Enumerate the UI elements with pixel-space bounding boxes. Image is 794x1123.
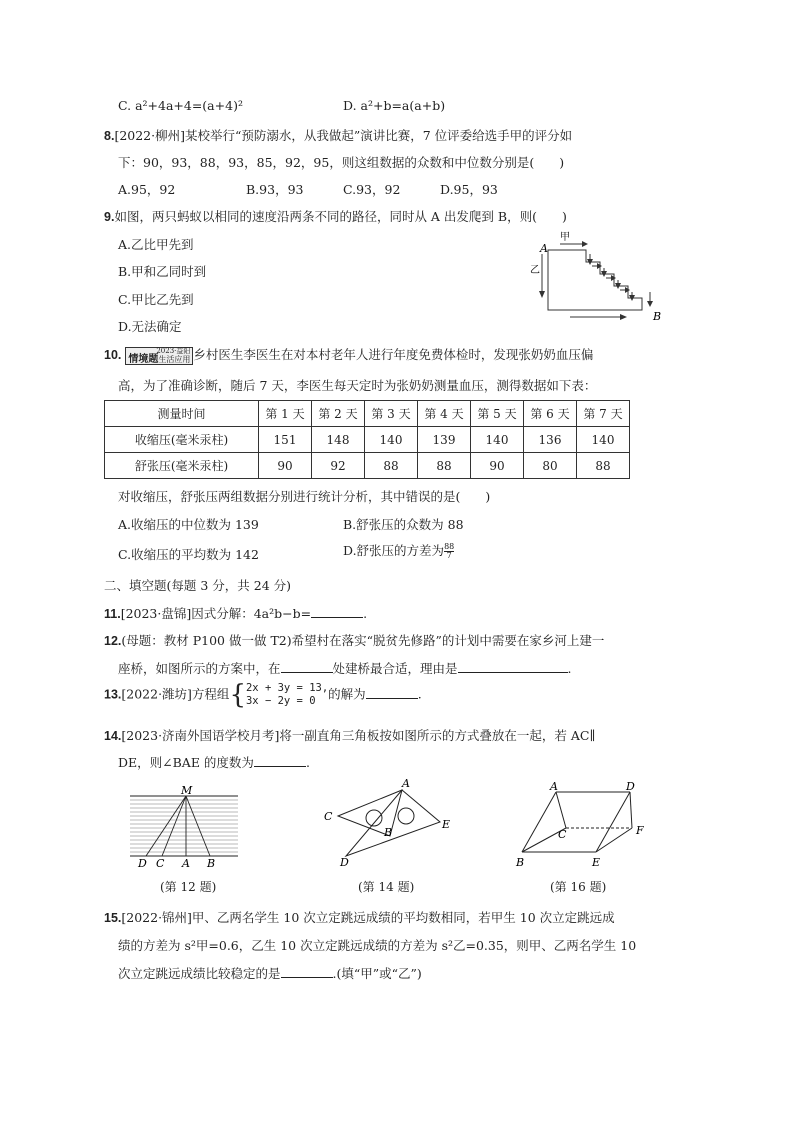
fig16-label-d: D: [626, 780, 635, 793]
answer-blank[interactable]: [281, 660, 333, 673]
blood-pressure-table: [104, 400, 630, 479]
q14-text2: DE，则∠BAE 的度数为: [118, 755, 254, 770]
q8-option-b: B.93，93: [246, 182, 304, 197]
q12-end: .: [567, 661, 572, 676]
q15-line3: [118, 964, 422, 982]
q9-staircase-figure: [530, 228, 670, 323]
fig16-label-e: E: [592, 856, 601, 869]
q10-option-d-fraction: [444, 543, 454, 560]
fig12-label-d: D: [138, 857, 147, 870]
q10-tag-sub: 生活应用: [158, 354, 191, 364]
fig12-river-figure: [130, 786, 242, 870]
q13-line: [104, 682, 422, 708]
table-cell: 88: [365, 453, 418, 479]
q14-text1: [2023·济南外国语学校月考]将一副直角三角板按如图所示的方式叠放在一起，若 AC∥: [121, 728, 596, 743]
q12-line2: [118, 659, 572, 677]
q10-tag-main: 情境题: [128, 353, 159, 365]
q14-number: 14.: [104, 729, 122, 743]
answer-blank[interactable]: [458, 660, 568, 673]
q9-number: 9.: [104, 210, 115, 224]
table-row: [105, 453, 630, 479]
fig12-label-c: C: [156, 857, 165, 870]
q15-text1: [2022·锦州]甲、乙两名学生 10 次立定跳远成绩的平均数相同，若甲生 10 次立定跳远成: [121, 910, 615, 925]
answer-blank[interactable]: [281, 965, 333, 978]
table-cell: 90: [471, 453, 524, 479]
section-title: 二、填空题(每题 3 分，共 24 分): [104, 578, 292, 593]
system-brace: {: [229, 680, 246, 710]
q12-text3: 处建桥最合适，理由是: [332, 661, 458, 676]
q15-line2: 绩的方差为 s²甲=0.6，乙生 10 次立定跳远成绩的方差为 s²乙=0.35，则甲、乙两名学生 10: [118, 938, 637, 953]
fig12-label-b: B: [207, 857, 216, 870]
table-header-cell: 第 5 天: [471, 401, 524, 427]
q11-line: [104, 604, 367, 622]
q10-after: 对收缩压，舒张压两组数据分别进行统计分析，其中错误的是( ): [118, 489, 491, 504]
q10-tag-top: 2023·益阳: [156, 346, 191, 355]
q10-option-c: C.收缩压的平均数为 142: [118, 547, 259, 562]
q8-option-d: D.95，93: [440, 182, 498, 197]
fraction-denominator: 7: [446, 551, 452, 560]
fig14-label-b: B: [384, 826, 393, 839]
table-cell: 148: [312, 427, 365, 453]
q15-line1: [104, 908, 615, 926]
table-cell: 80: [524, 453, 577, 479]
fig14-caption: (第 14 题): [358, 880, 415, 894]
q13-end: .: [417, 686, 422, 702]
fig14-label-e: E: [442, 818, 451, 831]
table-cell: 88: [577, 453, 630, 479]
fig14-label-d: D: [340, 856, 349, 868]
fig14-triangles-figure: [318, 776, 460, 868]
table-cell: 88: [418, 453, 471, 479]
q9-fig-label-a: A: [540, 242, 548, 255]
q9-option-a: A.乙比甲先到: [118, 237, 194, 252]
table-header-cell: 第 3 天: [365, 401, 418, 427]
q10-text1: 乡村医生李医生在对本村老年人进行年度免费体检时，发现张奶奶血压偏: [193, 347, 594, 362]
table-header-row: [105, 401, 630, 427]
q10-option-b: B.舒张压的众数为 88: [343, 517, 464, 532]
q14-line2: [118, 753, 310, 771]
table-header-cell: 测量时间: [105, 401, 259, 427]
q13-text2: 的解为: [328, 686, 366, 702]
fig16-label-f: F: [636, 824, 644, 837]
fig12-label-a: A: [182, 857, 190, 870]
q8-line2: 下：90，93，88，93，85，92，95，则这组数据的众数和中位数分别是( ): [118, 155, 565, 170]
q9-option-b: B.甲和乙同时到: [118, 264, 207, 279]
answer-blank[interactable]: [366, 686, 418, 699]
table-header-cell: 第 1 天: [259, 401, 312, 427]
q10-option-a: A.收缩压的中位数为 139: [118, 517, 259, 532]
q12-text2: 座桥，如图所示的方案中，在: [118, 661, 281, 676]
fig12-label-m: M: [181, 786, 193, 797]
table-cell: 139: [418, 427, 471, 453]
fig12-caption: (第 12 题): [160, 880, 217, 894]
fig16-label-a: A: [550, 780, 558, 793]
table-header-cell: 第 6 天: [524, 401, 577, 427]
q9-fig-label-yi: 乙: [530, 265, 540, 276]
q12-line1: [104, 631, 604, 649]
table-cell: 92: [312, 453, 365, 479]
q8-line1: [104, 126, 572, 144]
q13-text: [2022·潍坊]方程组: [121, 686, 230, 702]
equation-2: 3x − 2y = 0: [245, 695, 316, 707]
q14-end: .: [305, 755, 310, 770]
q15-end: .(填“甲”或“乙”): [332, 966, 422, 981]
fig14-label-c: C: [324, 810, 333, 823]
q13-number: 13.: [104, 687, 122, 702]
q7-option-c: C. a²+4a+4=(a+4)²: [118, 98, 243, 113]
table-cell: 140: [577, 427, 630, 453]
q10-option-d: [343, 541, 454, 560]
fraction-numerator: 88: [444, 542, 455, 551]
table-header-cell: 第 4 天: [418, 401, 471, 427]
answer-blank[interactable]: [311, 605, 363, 618]
equation-system: [246, 682, 328, 708]
table-cell: 140: [365, 427, 418, 453]
table-cell: 136: [524, 427, 577, 453]
q11-number: 11.: [104, 607, 121, 621]
q8-number: 8.: [104, 129, 115, 143]
q10-line2: 高，为了准确诊断，随后 7 天，李医生每天定时为张奶奶测量血压，测得数据如下表：: [118, 378, 597, 393]
table-cell: 151: [259, 427, 312, 453]
q10-situation-tag: [125, 347, 193, 365]
fig16-label-c: C: [558, 828, 567, 841]
table-header-cell: 第 2 天: [312, 401, 365, 427]
q11-text: [2023·盘锦]因式分解：4a²b−b=: [120, 606, 312, 621]
q11-end: .: [363, 606, 368, 621]
q14-line1: [104, 726, 595, 744]
q9-fig-label-jia: 甲: [560, 232, 570, 243]
table-cell: 140: [471, 427, 524, 453]
fig14-label-a: A: [402, 777, 410, 790]
answer-blank[interactable]: [254, 754, 306, 767]
q8-text1: [2022·柳州]某校举行“预防溺水，从我做起”演讲比赛，7 位评委给选手甲的评分如: [114, 128, 573, 143]
equation-1: 2x + 3y = 13,: [245, 682, 329, 694]
q10-line1: [104, 345, 593, 365]
q8-option-c: C.93，92: [343, 182, 401, 197]
q9-fig-label-b: B: [653, 310, 662, 323]
fig16-caption: (第 16 题): [550, 880, 607, 894]
q15-text3: 次立定跳远成绩比较稳定的是: [118, 966, 281, 981]
q9-stem: 如图，两只蚂蚁以相同的速度沿两条不同的路径，同时从 A 出发爬到 B，则( ): [114, 209, 567, 224]
q10-number: 10.: [104, 348, 122, 362]
q15-number: 15.: [104, 911, 122, 925]
q9-option-d: D.无法确定: [118, 319, 182, 334]
q10-option-d-text: D.舒张压的方差为: [343, 543, 445, 558]
fig16-label-b: B: [516, 856, 525, 869]
q12-text1: (母题：教材 P100 做一做 T2)希望村在落实“脱贫先修路”的计划中需要在家乡河上建一: [121, 633, 605, 648]
q9-option-c: C.甲比乙先到: [118, 292, 194, 307]
q8-option-a: A.95，92: [118, 182, 176, 197]
q12-number: 12.: [104, 634, 122, 648]
table-cell: 舒张压(毫米汞柱): [105, 453, 259, 479]
q9-stem-line: [104, 207, 567, 225]
q7-option-d: D. a²+b=a(a+b): [343, 98, 446, 113]
table-cell: 收缩压(毫米汞柱): [105, 427, 259, 453]
table-cell: 90: [259, 453, 312, 479]
fig16-shape-figure: [512, 780, 652, 870]
table-row: [105, 427, 630, 453]
table-header-cell: 第 7 天: [577, 401, 630, 427]
